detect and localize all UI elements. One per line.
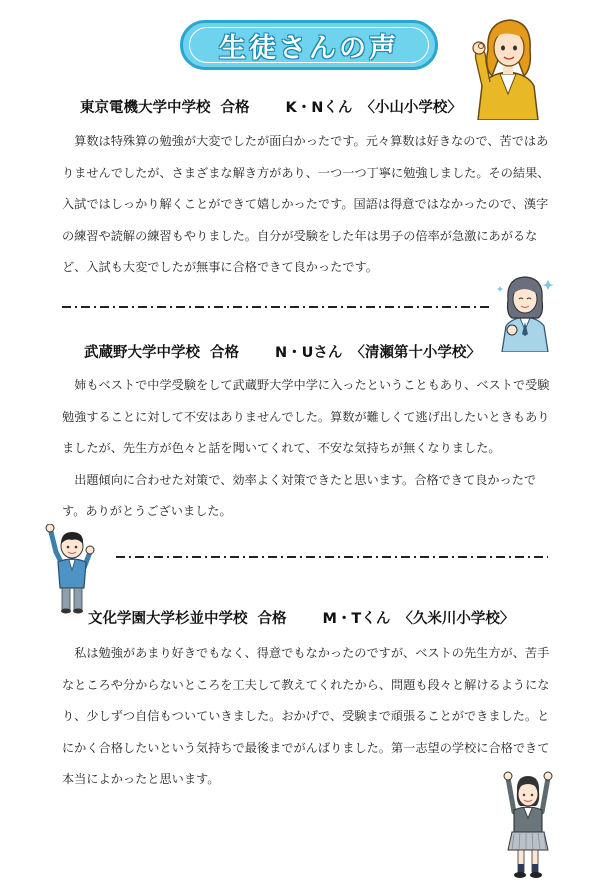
testimonial-paragraph: 算数は特殊算の勉強が大変でしたが面白かったです。元々算数は好きなので、苦ではありませんでしたが、さまざまな解き方があり、一つ一つ丁寧に勉強しました。その結果、入試ではしっかり解くことができて嬉しかったです。国語は得意ではなかったので、漢字の練習や読解の練習もやりました。自分が受験をした年は男子の倍率が急激にあがるなど、入試も大変でしたが無事に合格できて良かったです。: [62, 134, 550, 274]
testimonial-3-heading: [88, 607, 514, 628]
section-divider-1: [62, 306, 492, 308]
section-divider-2: [116, 556, 548, 558]
student-name: N・Uさん: [275, 345, 343, 361]
school-name: 文化学園大学杉並中学校: [88, 611, 248, 627]
testimonial-paragraph: 姉もベストで中学受験をして武蔵野大学中学に入ったということもあり、ベストで受験勉強することに対して不安はありませんでした。算数が難しくて逃げ出したいときもありましたが、先生方が色々と話を聞いてくれて、不安な気持ちが無くなりました。: [62, 378, 550, 455]
page-title: 生徒さんの声: [219, 32, 399, 64]
girl-cheering-illustration: [500, 768, 556, 880]
testimonial-1-heading: [80, 96, 462, 117]
testimonial-paragraph: 出題傾向に合わせた対策で、効率よく対策できたと思います。合格できて良かったです。ありがとうございました。: [62, 472, 537, 518]
student-name: K・Nくん: [285, 100, 353, 116]
testimonial-2-body: [62, 370, 552, 528]
boy-cheering-illustration: [44, 524, 98, 614]
elementary-school: 〈清瀬第十小学校〉: [350, 345, 481, 361]
testimonial-3-body: [62, 638, 552, 796]
result-label: 合格: [257, 611, 287, 627]
testimonial-2-heading: [84, 341, 481, 362]
woman-waving-illustration: [468, 10, 548, 120]
school-name: 東京電機大学中学校: [80, 100, 211, 116]
elementary-school: 〈小山小学校〉: [360, 100, 462, 116]
page-title-banner: [180, 20, 438, 70]
student-name: M・Tくん: [322, 611, 391, 627]
girl-thumbs-up-illustration: [494, 272, 556, 352]
school-name: 武蔵野大学中学校: [84, 345, 200, 361]
testimonial-1-body: [62, 126, 552, 284]
result-label: 合格: [220, 100, 250, 116]
elementary-school: 〈久米川小学校〉: [398, 611, 515, 627]
result-label: 合格: [210, 345, 239, 361]
testimonial-paragraph: 私は勉強があまり好きでもなく、得意でもなかったのですが、ベストの先生方が、苦手なところや分からないところを工夫して教えてくれたから、問題も段々と解けるようになり、少しずつ自信もついていきました。おかげで、受験まで頑張ることができました。とにかく合格したいという気持ちで最後までがんばりました。第一志望の学校に合格できて本当によかったと思います。: [62, 646, 550, 786]
